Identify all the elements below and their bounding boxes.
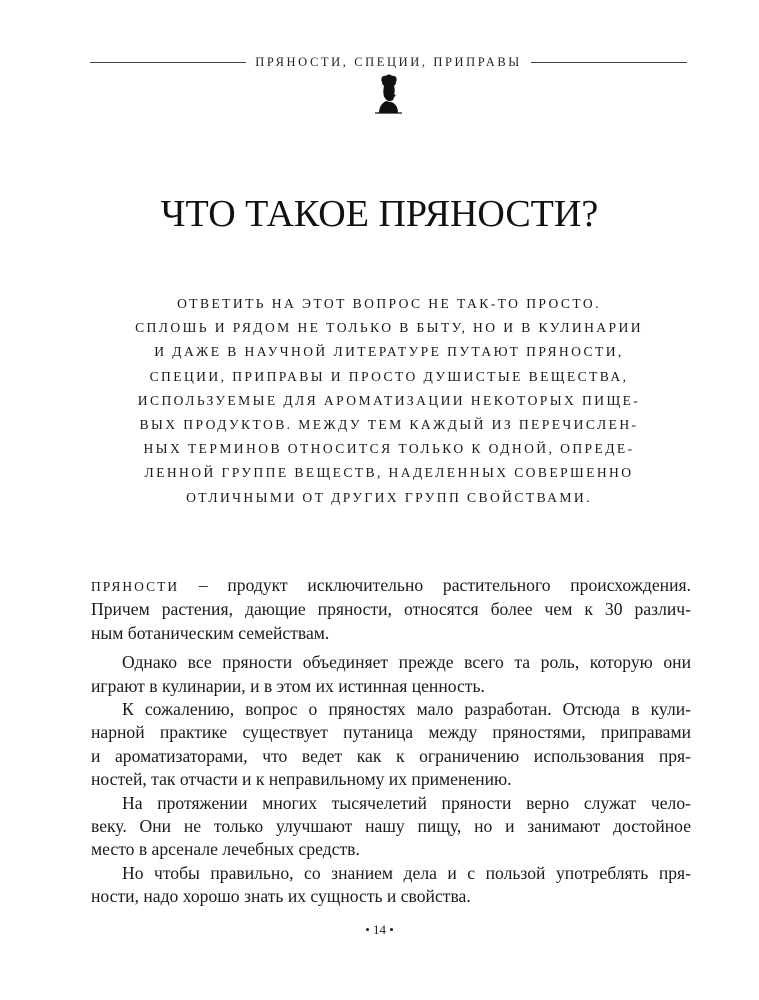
body-line: Однако все пряности объединяет прежде всего та роль, которую они [122,652,691,673]
defined-term: ПРЯНОСТИ [91,579,180,594]
lead-line: ОТЛИЧНЫМИ ОТ ДРУГИХ ГРУПП СВОЙСТВАМИ. [186,489,592,505]
body-line: ным ботаническим семействам. [91,622,330,643]
lead-line: И ДАЖЕ В НАУЧНОЙ ЛИТЕРАТУРЕ ПУТАЮТ ПРЯНОСТИ, [154,344,624,360]
page-number: • 14 • [365,922,394,937]
running-head-rule-left [90,62,246,63]
body-line: ности, надо хорошо знать их сущность и свойства. [91,886,471,907]
lead-paragraph [118,292,660,510]
body-line: Причем растения, дающие пряности, относятся более чем к 30 различ- [91,599,691,620]
body-line: играют в кулинарии, и в этом их истинная ценность. [91,675,485,696]
lead-line: ОТВЕТИТЬ НА ЭТОТ ВОПРОС НЕ ТАК-ТО ПРОСТО. [177,296,601,311]
running-head [90,52,687,72]
lead-line: НЫХ ТЕРМИНОВ ОТНОСИТСЯ ТОЛЬКО К ОДНОЙ, ОПРЕДЕ- [143,441,635,457]
chef-silhouette-icon [371,74,405,114]
body-line: и ароматизаторами, что ведет как к ограничению использования пря- [91,745,691,766]
running-head-title: ПРЯНОСТИ, СПЕЦИИ, ПРИПРАВЫ [255,54,522,69]
running-head-rule-right [531,62,687,63]
lead-line: СПЕЦИИ, ПРИПРАВЫ И ПРОСТО ДУШИСТЫЕ ВЕЩЕСТВА, [149,368,629,384]
body-line: веку. Они не только улучшают нашу пищу, но и занимают достойное [91,816,691,837]
body-line: На протяжении многих тысячелетий пряности верно служат чело- [122,792,691,813]
body-line: место в арсенале лечебных средств. [91,839,360,860]
lead-line: СПЛОШЬ И РЯДОМ НЕ ТОЛЬКО В БЫТУ, НО И В КУЛИНАРИИ [135,320,643,336]
body-line: К сожалению, вопрос о пряностях мало разработан. Отсюда в кули- [122,699,691,720]
chapter-title: ЧТО ТАКОЕ ПРЯНОСТИ? [160,193,599,235]
body-line: Но чтобы правильно, со знанием дела и с пользой употреблять пря- [122,862,691,883]
body-line [91,574,691,598]
lead-line: ВЫХ ПРОДУКТОВ. МЕЖДУ ТЕМ КАЖДЫЙ ИЗ ПЕРЕЧИСЛЕН- [139,417,639,433]
body-line: нарной практике существует путаница между пряностями, приправами [91,722,691,743]
body-line: ностей, так отчасти и к неправильному их применению. [91,769,512,790]
body-text [91,574,691,909]
lead-line: ИСПОЛЬЗУЕМЫЕ ДЛЯ АРОМАТИЗАЦИИ НЕКОТОРЫХ ПИЩЕ- [137,392,641,408]
body-line-text: – продукт исключительно растительного происхождения. [179,575,691,595]
lead-line: ЛЕННОЙ ГРУППЕ ВЕЩЕСТВ, НАДЕЛЕННЫХ СОВЕРШЕННО [144,465,634,481]
